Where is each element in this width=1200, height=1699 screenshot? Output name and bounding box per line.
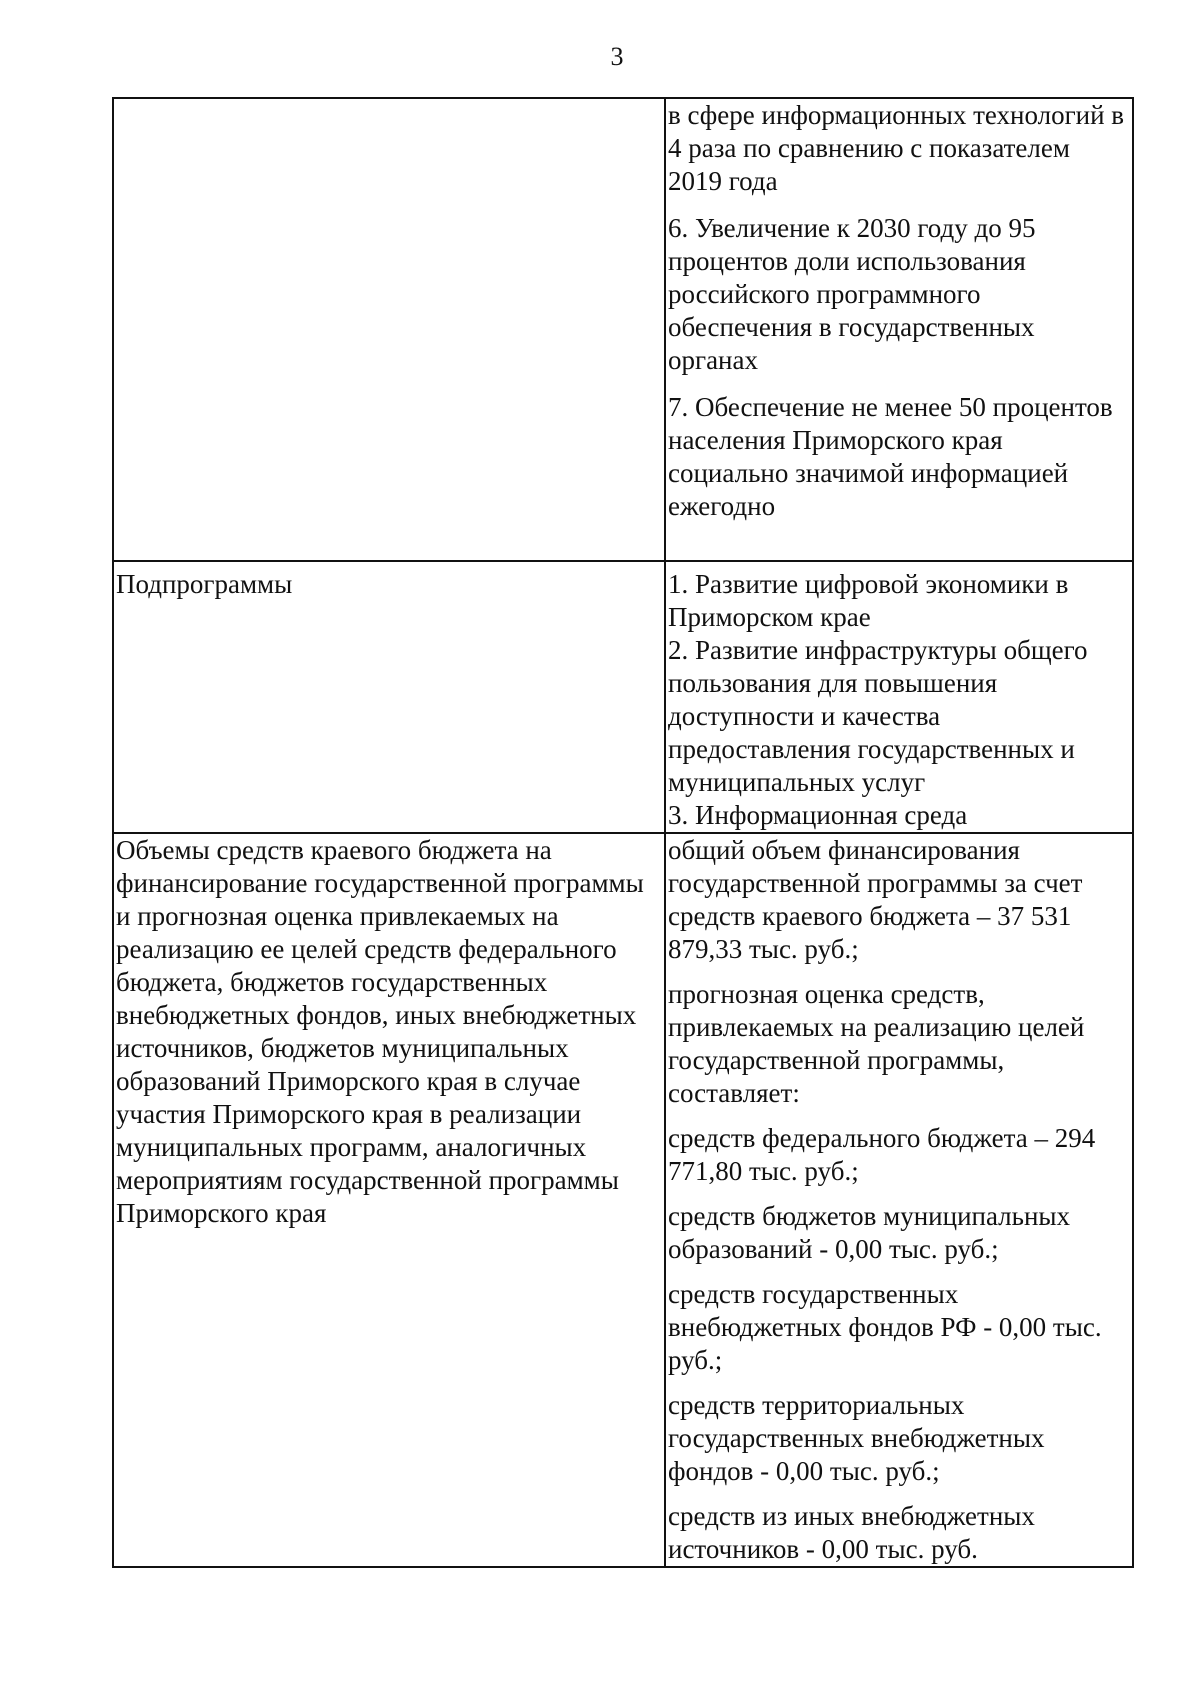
subprogram-item: 1. Развитие цифровой экономики в Приморском крае [668, 569, 1069, 632]
subprogram-item: 2. Развитие инфраструктуры общего пользования для повышения доступности и качества предоставления государственных и муниципальных услуг [668, 635, 1088, 797]
funding-text: средств государственных внебюджетных фондов РФ - 0,00 тыс. руб.; [668, 1279, 1102, 1375]
row-label-cell: Подпрограммы [113, 561, 665, 833]
row-content-cell [665, 98, 1133, 561]
funding-text: средств территориальных государственных внебюджетных фондов - 0,00 тыс. руб.; [668, 1390, 1045, 1486]
row-content-cell [665, 833, 1133, 1567]
table-row [113, 833, 1133, 1567]
indicator-text: 7. Обеспечение не менее 50 процентов населения Приморского края социально значимой информацией ежегодно [668, 392, 1113, 521]
table-row [113, 98, 1133, 561]
passport-table [112, 97, 1134, 1568]
indicator-text: 6. Увеличение к 2030 году до 95 процентов доли использования российского программного обеспечения в государственных органах [668, 213, 1036, 375]
funding-text: прогнозная оценка средств, привлекаемых на реализацию целей государственной программы, составляет: [668, 979, 1085, 1108]
table-row [113, 561, 1133, 833]
funding-text: общий объем финансирования государственной программы за счет средств краевого бюджета – 37 531 879,33 тыс. руб.; [668, 835, 1083, 964]
row-content-cell [665, 561, 1133, 833]
subprogram-item: 3. Информационная среда [668, 800, 968, 830]
funding-text: средств федерального бюджета – 294 771,80 тыс. руб.; [668, 1123, 1096, 1186]
funding-text: средств из иных внебюджетных источников - 0,00 тыс. руб. [668, 1501, 1035, 1564]
indicator-text: в сфере информационных технологий в 4 раза по сравнению с показателем 2019 года [668, 100, 1125, 196]
row-label-cell: Объемы средств краевого бюджета на финансирование государственной программы и прогнозная оценка привлекаемых на реализацию ее целей средств федерального бюджета, бюджетов государственных внебюджетных фондов, иных внебюджетных источников, бюджетов муниципальных образований Приморского края в случае участия Приморского края в реализации муниципальных программ, аналогичных мероприятиям государственной программы Приморского края [113, 833, 665, 1567]
page-number: 3 [610, 42, 624, 71]
funding-text: средств бюджетов муниципальных образований - 0,00 тыс. руб.; [668, 1201, 1071, 1264]
row-label-cell [113, 98, 665, 561]
